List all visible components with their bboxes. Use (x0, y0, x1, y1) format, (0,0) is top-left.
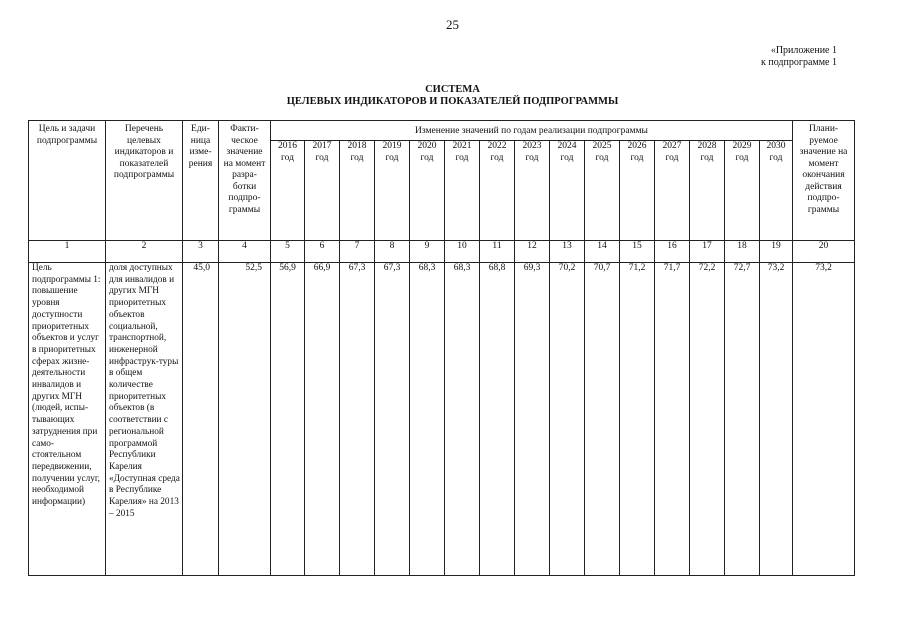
year-value-cell: 72,2 (690, 263, 725, 576)
column-number: 8 (375, 241, 410, 263)
column-number: 16 (655, 241, 690, 263)
year-value-cell: 67,3 (375, 263, 410, 576)
appendix-note (761, 45, 837, 69)
year-header: 2019 год (375, 141, 410, 241)
year-value-cell: 71,7 (655, 263, 690, 576)
header-row (29, 121, 855, 141)
column-number: 10 (445, 241, 480, 263)
year-header: 2017 год (305, 141, 340, 241)
column-number: 12 (515, 241, 550, 263)
column-number: 19 (760, 241, 793, 263)
column-numbers-row (29, 241, 855, 263)
year-header: 2026 год (620, 141, 655, 241)
header-unit: Еди-ница изме-рения (183, 121, 219, 241)
year-header: 2028 год (690, 141, 725, 241)
column-number: 20 (793, 241, 855, 263)
column-number: 5 (271, 241, 305, 263)
column-number: 15 (620, 241, 655, 263)
year-value-cell: 70,7 (585, 263, 620, 576)
year-value-cell: 72,7 (725, 263, 760, 576)
column-number: 18 (725, 241, 760, 263)
year-header: 2025 год (585, 141, 620, 241)
year-value-cell: 71,2 (620, 263, 655, 576)
year-header: 2024 год (550, 141, 585, 241)
document-title (0, 84, 905, 108)
header-actual: Факти-ческое значение на момент разра-ботки подпро-граммы (219, 121, 271, 241)
column-number: 14 (585, 241, 620, 263)
year-header: 2018 год (340, 141, 375, 241)
year-value-cell: 66,9 (305, 263, 340, 576)
table-row (29, 263, 855, 576)
column-number: 9 (410, 241, 445, 263)
year-value-cell: 73,2 (760, 263, 793, 576)
header-goal: Цель и задачи подпрограммы (29, 121, 106, 241)
unit-cell: 45,0 (183, 263, 219, 576)
year-value-cell: 70,2 (550, 263, 585, 576)
column-number: 6 (305, 241, 340, 263)
column-number: 1 (29, 241, 106, 263)
year-header: 2029 год (725, 141, 760, 241)
page-number: 25 (446, 17, 459, 32)
year-header: 2016 год (271, 141, 305, 241)
year-value-cell: 69,3 (515, 263, 550, 576)
title-line-1: СИСТЕМА (425, 84, 480, 95)
column-number: 2 (106, 241, 183, 263)
column-number: 7 (340, 241, 375, 263)
year-header: 2030 год (760, 141, 793, 241)
year-value-cell: 68,8 (480, 263, 515, 576)
column-number: 17 (690, 241, 725, 263)
planned-value-cell: 73,2 (793, 263, 855, 576)
year-header: 2020 год (410, 141, 445, 241)
column-number: 3 (183, 241, 219, 263)
year-header: 2022 год (480, 141, 515, 241)
year-value-cell: 67,3 (340, 263, 375, 576)
goal-cell: Цель подпрограммы 1: повышение уровня доступности приоритетных объектов и услуг в приоритетных сферах жизне-деятельности инвалидов и других МГН (людей, испы-тывающих затруднения при само-стоятельном передвижении, получении услуг, необходимой информации) (29, 263, 106, 576)
appendix-line-1: «Приложение 1 (770, 45, 837, 56)
header-year-changes: Изменение значений по годам реализации подпрограммы (271, 121, 793, 141)
title-line-2: ЦЕЛЕВЫХ ИНДИКАТОРОВ И ПОКАЗАТЕЛЕЙ ПОДПРОГРАММЫ (286, 96, 619, 107)
year-value-cell: 68,3 (410, 263, 445, 576)
appendix-line-2: к подпрограмме 1 (761, 57, 837, 68)
header-indicators: Перечень целевых индикаторов и показателей подпрограммы (106, 121, 183, 241)
indicators-table (28, 120, 855, 576)
actual-value-cell: 52,5 (219, 263, 271, 576)
year-header: 2027 год (655, 141, 690, 241)
year-value-cell: 56,9 (271, 263, 305, 576)
indicator-cell: доля доступных для инвалидов и других МГН приоритетных объектов социальной, транспортной, инженерной инфраструк-туры в общем количестве приоритетных объектов (в соответствии с региональной программой Республики Карелия «Доступная среда в Республике Карелия» на 2013 – 2015 (106, 263, 183, 576)
header-planned: Плани-руемое значение на момент окончания действия подпро-граммы (793, 121, 855, 241)
year-header: 2021 год (445, 141, 480, 241)
column-number: 4 (219, 241, 271, 263)
column-number: 11 (480, 241, 515, 263)
year-header: 2023 год (515, 141, 550, 241)
column-number: 13 (550, 241, 585, 263)
year-value-cell: 68,3 (445, 263, 480, 576)
